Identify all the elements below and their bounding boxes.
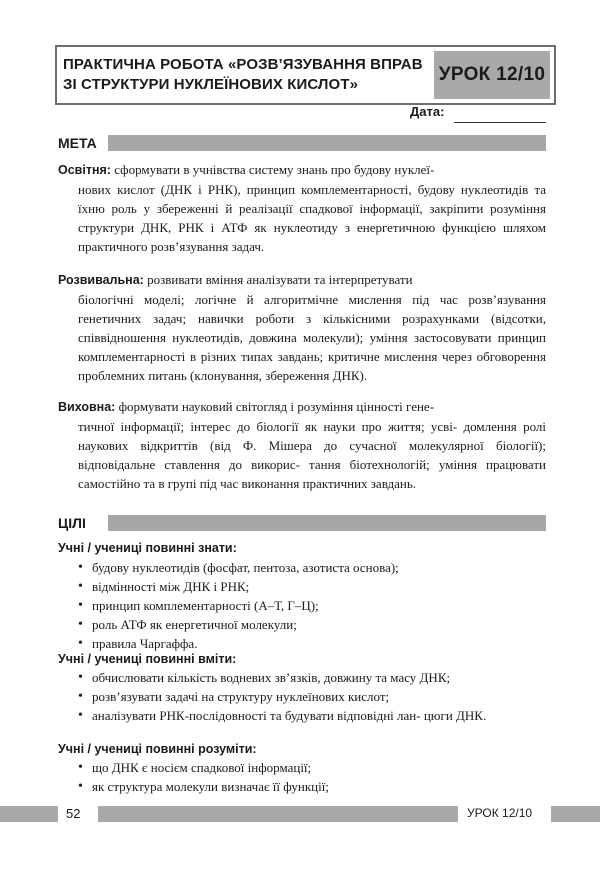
term-developmental: Розвивальна:: [58, 273, 144, 287]
title-line-2: ЗІ СТРУКТУРИ НУКЛЕЇНОВИХ КИСЛОТ»: [63, 76, 359, 93]
header-box: [55, 45, 556, 105]
upbringing-first-line: формувати науковий світогляд і розуміння цінності гене-: [115, 399, 435, 414]
goal-heading-label: МЕТА: [58, 135, 97, 151]
section-bar: [108, 515, 546, 531]
footer-bar-right: [551, 806, 600, 822]
term-educational: Освітня:: [58, 163, 111, 177]
know-list: [78, 558, 546, 653]
aims-heading-label: ЦІЛІ: [58, 515, 86, 531]
page-number: 52: [66, 806, 81, 821]
able-title: Учні / учениці повинні вміти:: [58, 652, 237, 666]
list-item: • аналізувати РНК-послідовності та будувати відповідні лан- цюги ДНК.: [78, 706, 546, 725]
list-item: • правила Чаргаффа.: [78, 634, 546, 653]
footer-bar-middle: [98, 806, 458, 822]
list-item: • як структура молекули визначає її функції;: [78, 777, 546, 796]
educational-first-line: сформувати в учнівства систему знань про будову нуклеї-: [110, 162, 435, 177]
able-list: [78, 668, 546, 725]
list-item: • будову нуклеотидів (фосфат, пентоза, азотиста основа);: [78, 558, 546, 577]
list-item: • розв’язувати задачі на структуру нуклеїнових кислот;: [78, 687, 546, 706]
footer-lesson: УРОК 12/10: [467, 806, 533, 820]
page-title: [63, 55, 438, 95]
list-item: • що ДНК є носієм спадкової інформації;: [78, 758, 546, 777]
developmental-first-line: розвивати вміння аналізувати та інтерпретувати: [143, 272, 413, 287]
upbringing-text: тичної інформації; інтерес до біології як науки про життя; усві- домлення ролі наукових відкриттів (від Ф. Мішера до сучасної молекулярної біології); відповідальне ставлення до викорис- тання біотехнологій; уміння працювати самостійно та в групі під час виконання практичних завдань.: [78, 419, 546, 491]
goal-educational: [58, 160, 546, 256]
educational-text: нових кислот (ДНК і РНК), принцип комплементарності, будову нуклеотидів та їхню роль у збереженні й реалізації спадкової інформації, закріпити розуміння структури ДНК, РНК і АТФ як нуклеотиду з енергетичною функцією шляхом практичного розв’язування задач.: [78, 182, 546, 254]
lesson-badge: УРОК 12/10: [434, 51, 550, 99]
footer-bar-left: [0, 806, 58, 822]
aims-section-heading: [58, 513, 546, 533]
list-item: • принцип комплементарності (А–Т, Г–Ц);: [78, 596, 546, 615]
title-line-1: ПРАКТИЧНА РОБОТА «РОЗВ’ЯЗУВАННЯ ВПРАВ: [63, 56, 423, 73]
section-bar: [108, 135, 546, 151]
date-field-line[interactable]: [454, 122, 546, 123]
goal-upbringing: [58, 397, 546, 493]
list-item: • відмінності між ДНК і РНК;: [78, 577, 546, 596]
goal-section-heading: [58, 133, 546, 153]
developmental-text: біологічні моделі; логічне й алгоритмічне мислення під час розв’язування генетичних задач; навички роботи з кількісними розрахунками (відсотки, співвідношення нуклеотидів, довжина молекули); уміння застосовувати принцип комплементарності в різних типах завдань; критичне мислення через обговорення проблемних питань (клонування, збереження ДНК).: [78, 292, 546, 383]
list-item: • роль АТФ як енергетичної молекули;: [78, 615, 546, 634]
list-item: • обчислювати кількість водневих зв’язків, довжину та масу ДНК;: [78, 668, 546, 687]
term-upbringing: Виховна:: [58, 400, 116, 414]
know-title: Учні / учениці повинні знати:: [58, 541, 237, 555]
date-label: Дата:: [410, 104, 445, 119]
goal-developmental: [58, 270, 546, 385]
understand-title: Учні / учениці повинні розуміти:: [58, 742, 257, 756]
understand-list: [78, 758, 546, 796]
